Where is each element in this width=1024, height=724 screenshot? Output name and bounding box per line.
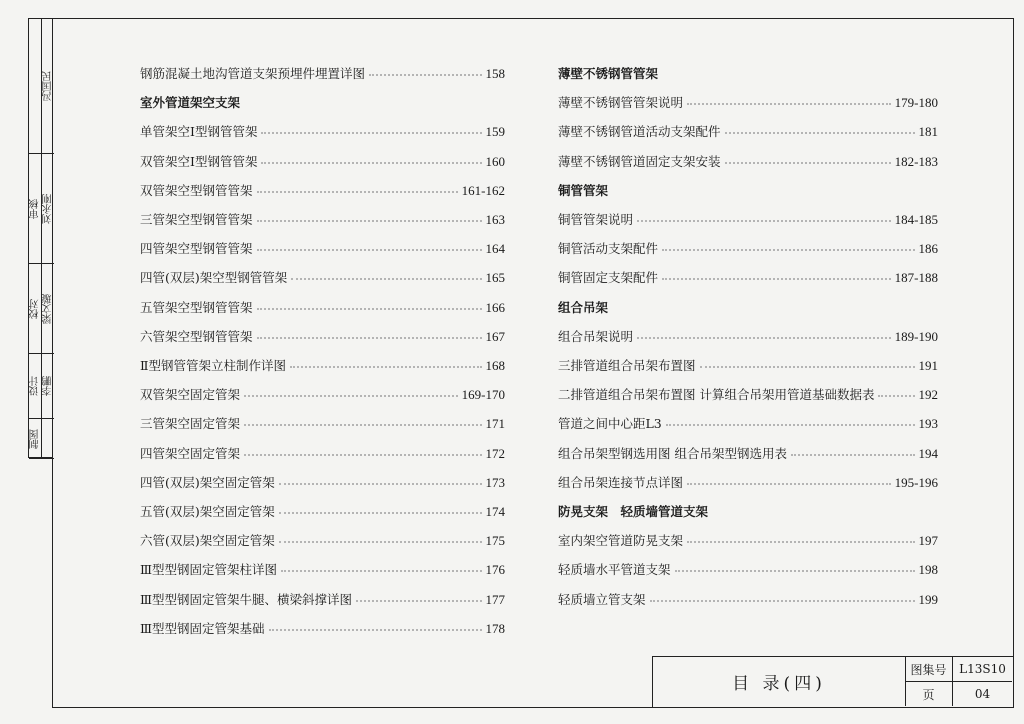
strip-role: 设计 <box>29 376 41 396</box>
toc-entry-page: 172 <box>485 445 505 461</box>
toc-entry-page: 187-188 <box>894 270 938 286</box>
toc-entry-page: 192 <box>918 387 938 403</box>
strip-name: 李鹏 <box>42 376 54 396</box>
leader-dots <box>279 512 482 514</box>
toc-entry <box>140 496 505 520</box>
leader-dots <box>244 454 481 456</box>
strip-cell <box>29 19 54 154</box>
leader-dots <box>666 424 915 426</box>
toc-entry-title: Ⅱ型钢管管架立柱制作详图 <box>140 358 286 373</box>
leader-dots <box>662 278 891 280</box>
strip-cell <box>29 264 54 354</box>
toc-entry <box>140 146 505 170</box>
toc-entry-title: 防晃支架 轻质墙管道支架 <box>558 504 709 519</box>
toc-entry <box>140 292 505 316</box>
toc-entry-page: 175 <box>485 533 505 549</box>
toc-entry <box>558 262 938 286</box>
toc-entry-page: 169-170 <box>461 387 505 403</box>
toc-entry-page: 158 <box>485 66 505 81</box>
leader-dots <box>257 191 458 193</box>
toc-entry-page: 174 <box>485 504 505 519</box>
toc-entry-title: 四管(双层)架空固定管架 <box>140 474 275 490</box>
toc-entry-title: 单管架空Ⅰ型钢管管架 <box>140 124 258 140</box>
toc-entry-title: 六管(双层)架空固定管架 <box>140 533 275 549</box>
toc-entry-title: 铜管活动支架配件 <box>558 241 659 257</box>
toc-entry <box>558 438 938 462</box>
leader-dots <box>257 249 482 251</box>
toc-entry-page: 193 <box>918 416 938 432</box>
leader-dots <box>675 570 915 572</box>
leader-dots <box>687 541 914 543</box>
toc-entry-title: 薄壁不锈钢管管架说明 <box>558 95 684 111</box>
toc-entry <box>140 379 505 403</box>
toc-entry-page: 160 <box>485 153 505 169</box>
toc-entry-page: 161-162 <box>461 182 505 198</box>
toc-entry <box>140 175 505 199</box>
toc-entry <box>558 87 938 111</box>
leader-dots <box>356 600 481 602</box>
toc-entry <box>140 408 505 432</box>
toc-entry-title: 钢筋混凝土地沟管道支架预埋件埋置详图 <box>140 66 366 81</box>
leader-dots <box>257 220 482 222</box>
toc-entry <box>558 321 938 345</box>
toc-entry-page: 182-183 <box>894 153 938 169</box>
toc-entry-title: 轻质墙立管支架 <box>558 591 646 607</box>
leader-dots <box>244 424 481 426</box>
toc-entry-title: 六管架空型钢管管架 <box>140 328 253 344</box>
leader-dots <box>725 132 915 134</box>
toc-entry <box>140 350 505 374</box>
leader-dots <box>637 337 891 339</box>
leader-dots <box>637 220 891 222</box>
toc-entry <box>140 116 505 140</box>
toc-entry-title: 薄壁不锈钢管道活动支架配件 <box>558 124 721 140</box>
strip-role: 制图 <box>29 428 41 449</box>
leader-dots <box>650 600 915 602</box>
toc-entry-page: 198 <box>918 562 938 578</box>
leader-dots <box>279 541 482 543</box>
signature-strip <box>28 18 53 458</box>
strip-cell <box>29 419 54 459</box>
toc-entry <box>558 350 938 374</box>
toc-entry <box>558 467 938 491</box>
leader-dots <box>279 483 482 485</box>
toc-entry-title: 铜管管架说明 <box>558 212 634 227</box>
toc-entry-page: 178 <box>485 620 505 636</box>
strip-name: 梁文璇 <box>42 293 54 324</box>
toc-entry-page: 164 <box>485 241 505 257</box>
toc-entry-page: 159 <box>485 124 505 140</box>
toc-entry <box>558 554 938 578</box>
toc-entry <box>140 613 505 637</box>
toc-entry-page: 181 <box>918 124 938 140</box>
toc-entry <box>140 233 505 257</box>
leader-dots <box>257 337 482 339</box>
leader-dots <box>244 395 458 397</box>
toc-entry-page: 194 <box>918 445 938 461</box>
toc-section-header <box>140 87 505 111</box>
toc-entry-title: 四管架空型钢管管架 <box>140 241 253 257</box>
toc-entry-page: 165 <box>485 270 505 286</box>
toc-entry-page: 199 <box>918 591 938 607</box>
leader-dots <box>878 395 914 397</box>
toc-entry-title: 组合吊架型钢选用图 组合吊架型钢选用表 <box>558 445 787 461</box>
toc-entry-page: 184-185 <box>894 212 938 227</box>
leader-dots <box>257 308 482 310</box>
page-number: 04 <box>974 687 991 701</box>
strip-name: 冯国民 <box>42 71 54 101</box>
toc-entry <box>558 525 938 549</box>
toc-entry-title: 组合吊架连接节点详图 <box>558 474 684 490</box>
toc-entry-title: 室外管道架空支架 <box>140 95 241 111</box>
toc-entry-title: 双管架空Ⅰ型钢管管架 <box>140 153 258 169</box>
toc-entry-title: Ⅲ型型钢固定管架牛腿、横梁斜撑详图 <box>140 591 353 607</box>
leader-dots <box>687 103 891 105</box>
toc-entry-title: 薄壁不锈钢管管架 <box>558 66 659 81</box>
toc-entry-title: 三排管道组合吊架布置图 <box>558 358 696 373</box>
toc-section-header <box>558 58 938 82</box>
atlas-number: L13S10 <box>953 657 1012 682</box>
toc-entry <box>558 408 938 432</box>
toc-entry-title: 组合吊架说明 <box>558 328 634 344</box>
toc-entry-title: 双管架空固定管架 <box>140 387 241 403</box>
toc-entry-title: 管道之间中心距L3 <box>558 416 662 432</box>
strip-cell <box>29 354 54 419</box>
toc-entry <box>140 58 505 82</box>
toc-entry <box>558 116 938 140</box>
leader-dots <box>791 454 915 456</box>
toc-entry-page: 195-196 <box>894 474 938 490</box>
toc-entry-page: 176 <box>485 562 505 578</box>
toc-entry-title: 五管(双层)架空固定管架 <box>140 504 275 519</box>
toc-entry-page: 186 <box>918 241 938 257</box>
toc-entry-page: 189-190 <box>894 328 938 344</box>
title-block <box>652 656 1014 708</box>
toc-entry <box>140 584 505 608</box>
toc-entry-title: 双管架空型钢管管架 <box>140 182 253 198</box>
toc-entry-title: 三管架空型钢管管架 <box>140 212 253 227</box>
toc-entry-title: 四管(双层)架空型钢管管架 <box>140 270 288 286</box>
toc-entry-page: 167 <box>485 328 505 344</box>
toc-section-header <box>558 496 938 520</box>
toc-entry <box>140 204 505 228</box>
toc-entry-page: 171 <box>485 416 505 432</box>
toc-entry-title: 二排管道组合吊架布置图 计算组合吊架用管道基础数据表 <box>558 387 875 403</box>
page-label: 页 <box>905 682 953 706</box>
leader-dots <box>261 162 481 164</box>
leader-dots <box>687 483 891 485</box>
toc-entry-title: 组合吊架 <box>558 299 609 315</box>
strip-role: 审核 <box>29 198 41 219</box>
toc-entry-title: 薄壁不锈钢管道固定支架安装 <box>558 153 721 169</box>
leader-dots <box>290 366 482 368</box>
leader-dots <box>291 278 481 280</box>
strip-name: 刘永刚 <box>42 193 54 224</box>
toc-entry-title: Ⅲ型型钢固定管架柱详图 <box>140 562 278 578</box>
leader-dots <box>700 366 915 368</box>
leader-dots <box>662 249 914 251</box>
strip-role: 校对 <box>29 298 41 319</box>
leader-dots <box>281 570 481 572</box>
toc-entry <box>558 204 938 228</box>
sheet-title: 目 录(四) <box>653 657 906 706</box>
toc-entry-page: 177 <box>485 591 505 607</box>
toc-entry-page: 197 <box>918 533 938 549</box>
toc-entry-page: 179-180 <box>894 95 938 111</box>
toc-entry-title: 铜管管架 <box>558 182 609 198</box>
toc-entry-title: 四管架空固定管架 <box>140 445 241 461</box>
toc-section-header <box>558 175 938 199</box>
toc-entry-title: 三管架空固定管架 <box>140 416 241 432</box>
toc-entry <box>140 321 505 345</box>
strip-cell <box>29 154 54 264</box>
toc-entry <box>558 379 938 403</box>
toc-section-header <box>558 292 938 316</box>
toc-entry <box>140 525 505 549</box>
toc-entry <box>558 584 938 608</box>
toc-entry <box>140 554 505 578</box>
toc-entry-page: 163 <box>485 212 505 227</box>
leader-dots <box>369 74 481 76</box>
toc-entry-page: 173 <box>485 474 505 490</box>
atlas-number-label: 图集号 <box>905 657 953 682</box>
leader-dots <box>269 629 482 631</box>
toc-entry <box>140 467 505 491</box>
toc-entry-title: Ⅲ型型钢固定管架基础 <box>140 620 265 636</box>
leader-dots <box>261 132 481 134</box>
toc-entry-page: 168 <box>485 358 505 373</box>
toc-entry <box>558 146 938 170</box>
toc-entry-title: 五管架空型钢管管架 <box>140 299 253 315</box>
toc-entry <box>558 233 938 257</box>
toc-entry-title: 铜管固定支架配件 <box>558 270 659 286</box>
toc-entry-title: 室内架空管道防晃支架 <box>558 533 684 549</box>
leader-dots <box>725 162 891 164</box>
toc-entry-page: 166 <box>485 299 505 315</box>
toc-entry-title: 轻质墙水平管道支架 <box>558 562 671 578</box>
toc-entry-page: 191 <box>918 358 938 373</box>
toc-entry <box>140 262 505 286</box>
toc-entry <box>140 438 505 462</box>
